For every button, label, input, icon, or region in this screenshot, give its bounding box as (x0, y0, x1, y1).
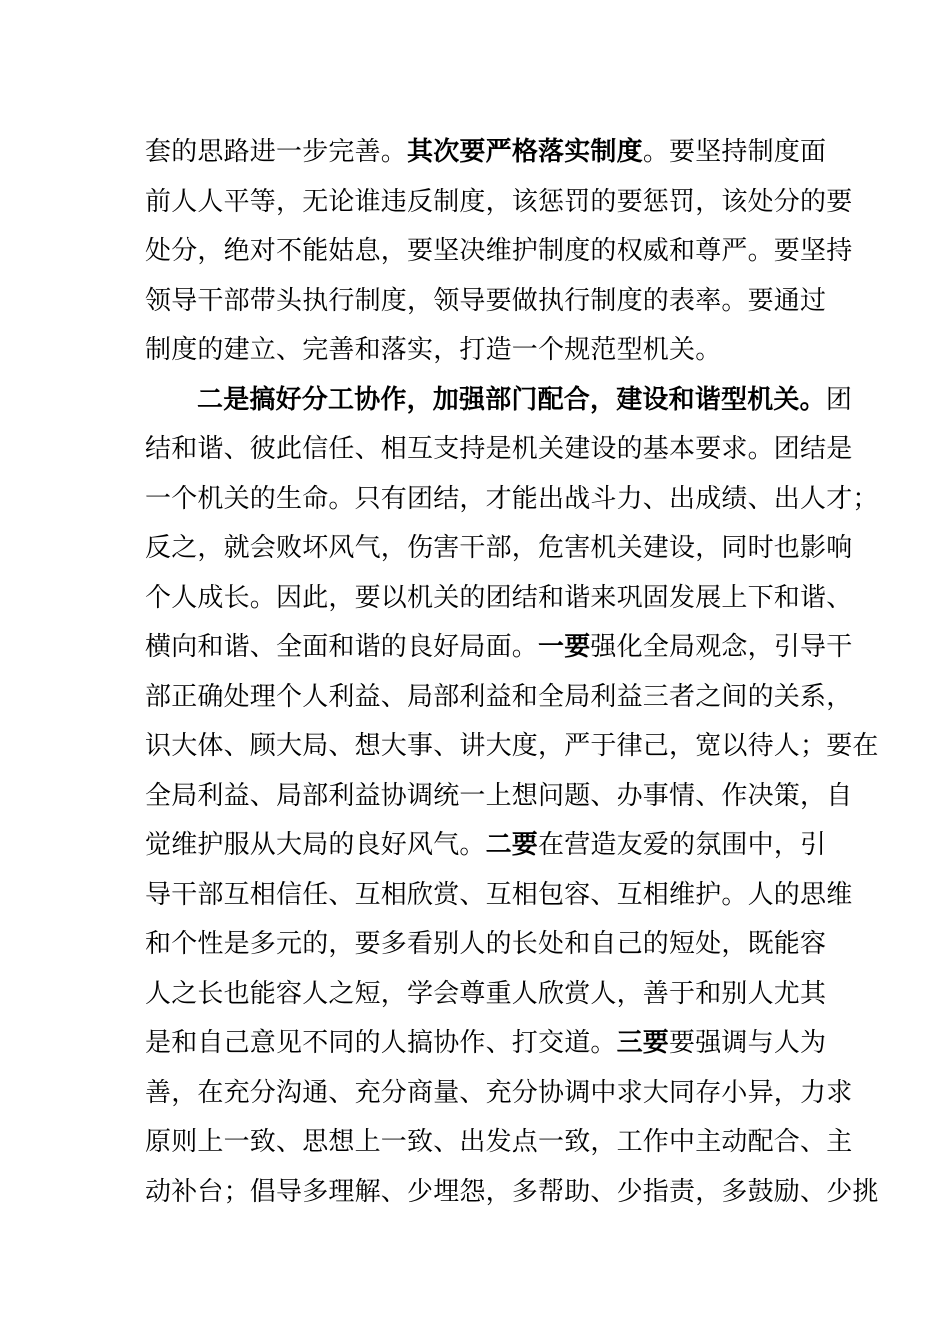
text-line (145, 623, 853, 673)
text-line (145, 574, 853, 624)
text-run: 处分，绝对不能姑息，要坚决维护制度的权威和尊严。要坚持 (145, 236, 853, 266)
text-line (145, 1069, 853, 1119)
text-run: 制度的建立、完善和落实，打造一个规范型机关。 (145, 335, 722, 365)
text-run: 反之，就会败坏风气，伤害干部，危害机关建设，同时也影响 (145, 533, 853, 563)
text-run: 个人成长。因此，要以机关的团结和谐来巩固发展上下和谐、 (145, 582, 853, 613)
text-line (145, 128, 825, 178)
text-run: 导干部互相信任、互相欣赏、互相包容、互相维护。人的思维 (145, 879, 853, 910)
text-line (145, 970, 825, 1020)
text-line (145, 376, 853, 426)
text-line (145, 475, 879, 525)
text-run: 横向和谐、全面和谐的良好局面。 (145, 632, 539, 662)
text-run: 前人人平等，无论谁违反制度，该惩罚的要惩罚，该处分的要 (145, 186, 853, 217)
text-run: 善，在充分沟通、充分商量、充分协调中求大同存小异，力求 (145, 1077, 853, 1108)
text-line (145, 871, 853, 921)
body-text (145, 128, 879, 1217)
text-line (145, 1168, 879, 1218)
text-run: 套的思路进一步完善。 (145, 137, 408, 167)
text-run: 人之长也能容人之短，学会尊重人欣赏人，善于和别人尤其 (145, 978, 827, 1009)
text-line (145, 178, 853, 228)
bold-text-run: 二是搞好分工协作，加强部门配合，建设和谐型机关。 (197, 384, 826, 415)
text-line (145, 277, 825, 327)
text-run: 部正确处理个人利益、局部利益和全局利益三者之间的关系， (145, 681, 853, 712)
text-run: 是和自己意见不同的人搞协作、打交道。 (145, 1028, 617, 1058)
text-run: 识大体、顾大局、想大事、讲大度，严于律己，宽以待人；要在 (145, 731, 879, 761)
text-run: 结和谐、彼此信任、相互支持是机关建设的基本要求。团结是 (145, 434, 853, 464)
text-line (145, 673, 853, 723)
text-run: 原则上一致、思想上一致、出发点一致，工作中主动配合、主 (145, 1127, 853, 1157)
text-run: 领导干部带头执行制度，领导要做执行制度的表率。要通过 (145, 285, 827, 316)
text-run: 在营造友爱的氛围中，引 (538, 830, 827, 860)
text-run: 强化全局观念，引导干 (590, 632, 853, 662)
text-line (145, 524, 853, 574)
text-run: 团 (825, 384, 853, 415)
text-line (145, 227, 853, 277)
text-line (145, 425, 853, 475)
text-run: 全局利益、局部利益协调统一上想问题、办事情、作决策，自 (145, 780, 853, 811)
text-run: 一个机关的生命。只有团结，才能出战斗力、出成绩、出人才； (145, 483, 879, 514)
bold-text-run: 二要 (485, 830, 539, 860)
text-run: 和个性是多元的，要多看别人的长处和自己的短处，既能容 (145, 929, 827, 959)
bold-text-run: 一要 (538, 632, 591, 662)
text-run: 。要坚持制度面 (642, 137, 827, 167)
text-line (145, 920, 825, 970)
text-line (145, 772, 853, 822)
text-line (145, 821, 825, 871)
text-line (145, 1019, 825, 1069)
text-line (145, 1118, 853, 1168)
text-run: 觉维护服从大局的良好风气。 (145, 830, 486, 860)
text-line (145, 722, 879, 772)
bold-text-run: 其次要严格落实制度 (407, 137, 643, 167)
text-line (145, 326, 825, 376)
text-run: 要强调与人为 (669, 1028, 827, 1058)
bold-text-run: 三要 (616, 1028, 670, 1058)
text-run: 动补台；倡导多理解、少埋怨，多帮助、少指责，多鼓励、少挑 (145, 1176, 879, 1207)
